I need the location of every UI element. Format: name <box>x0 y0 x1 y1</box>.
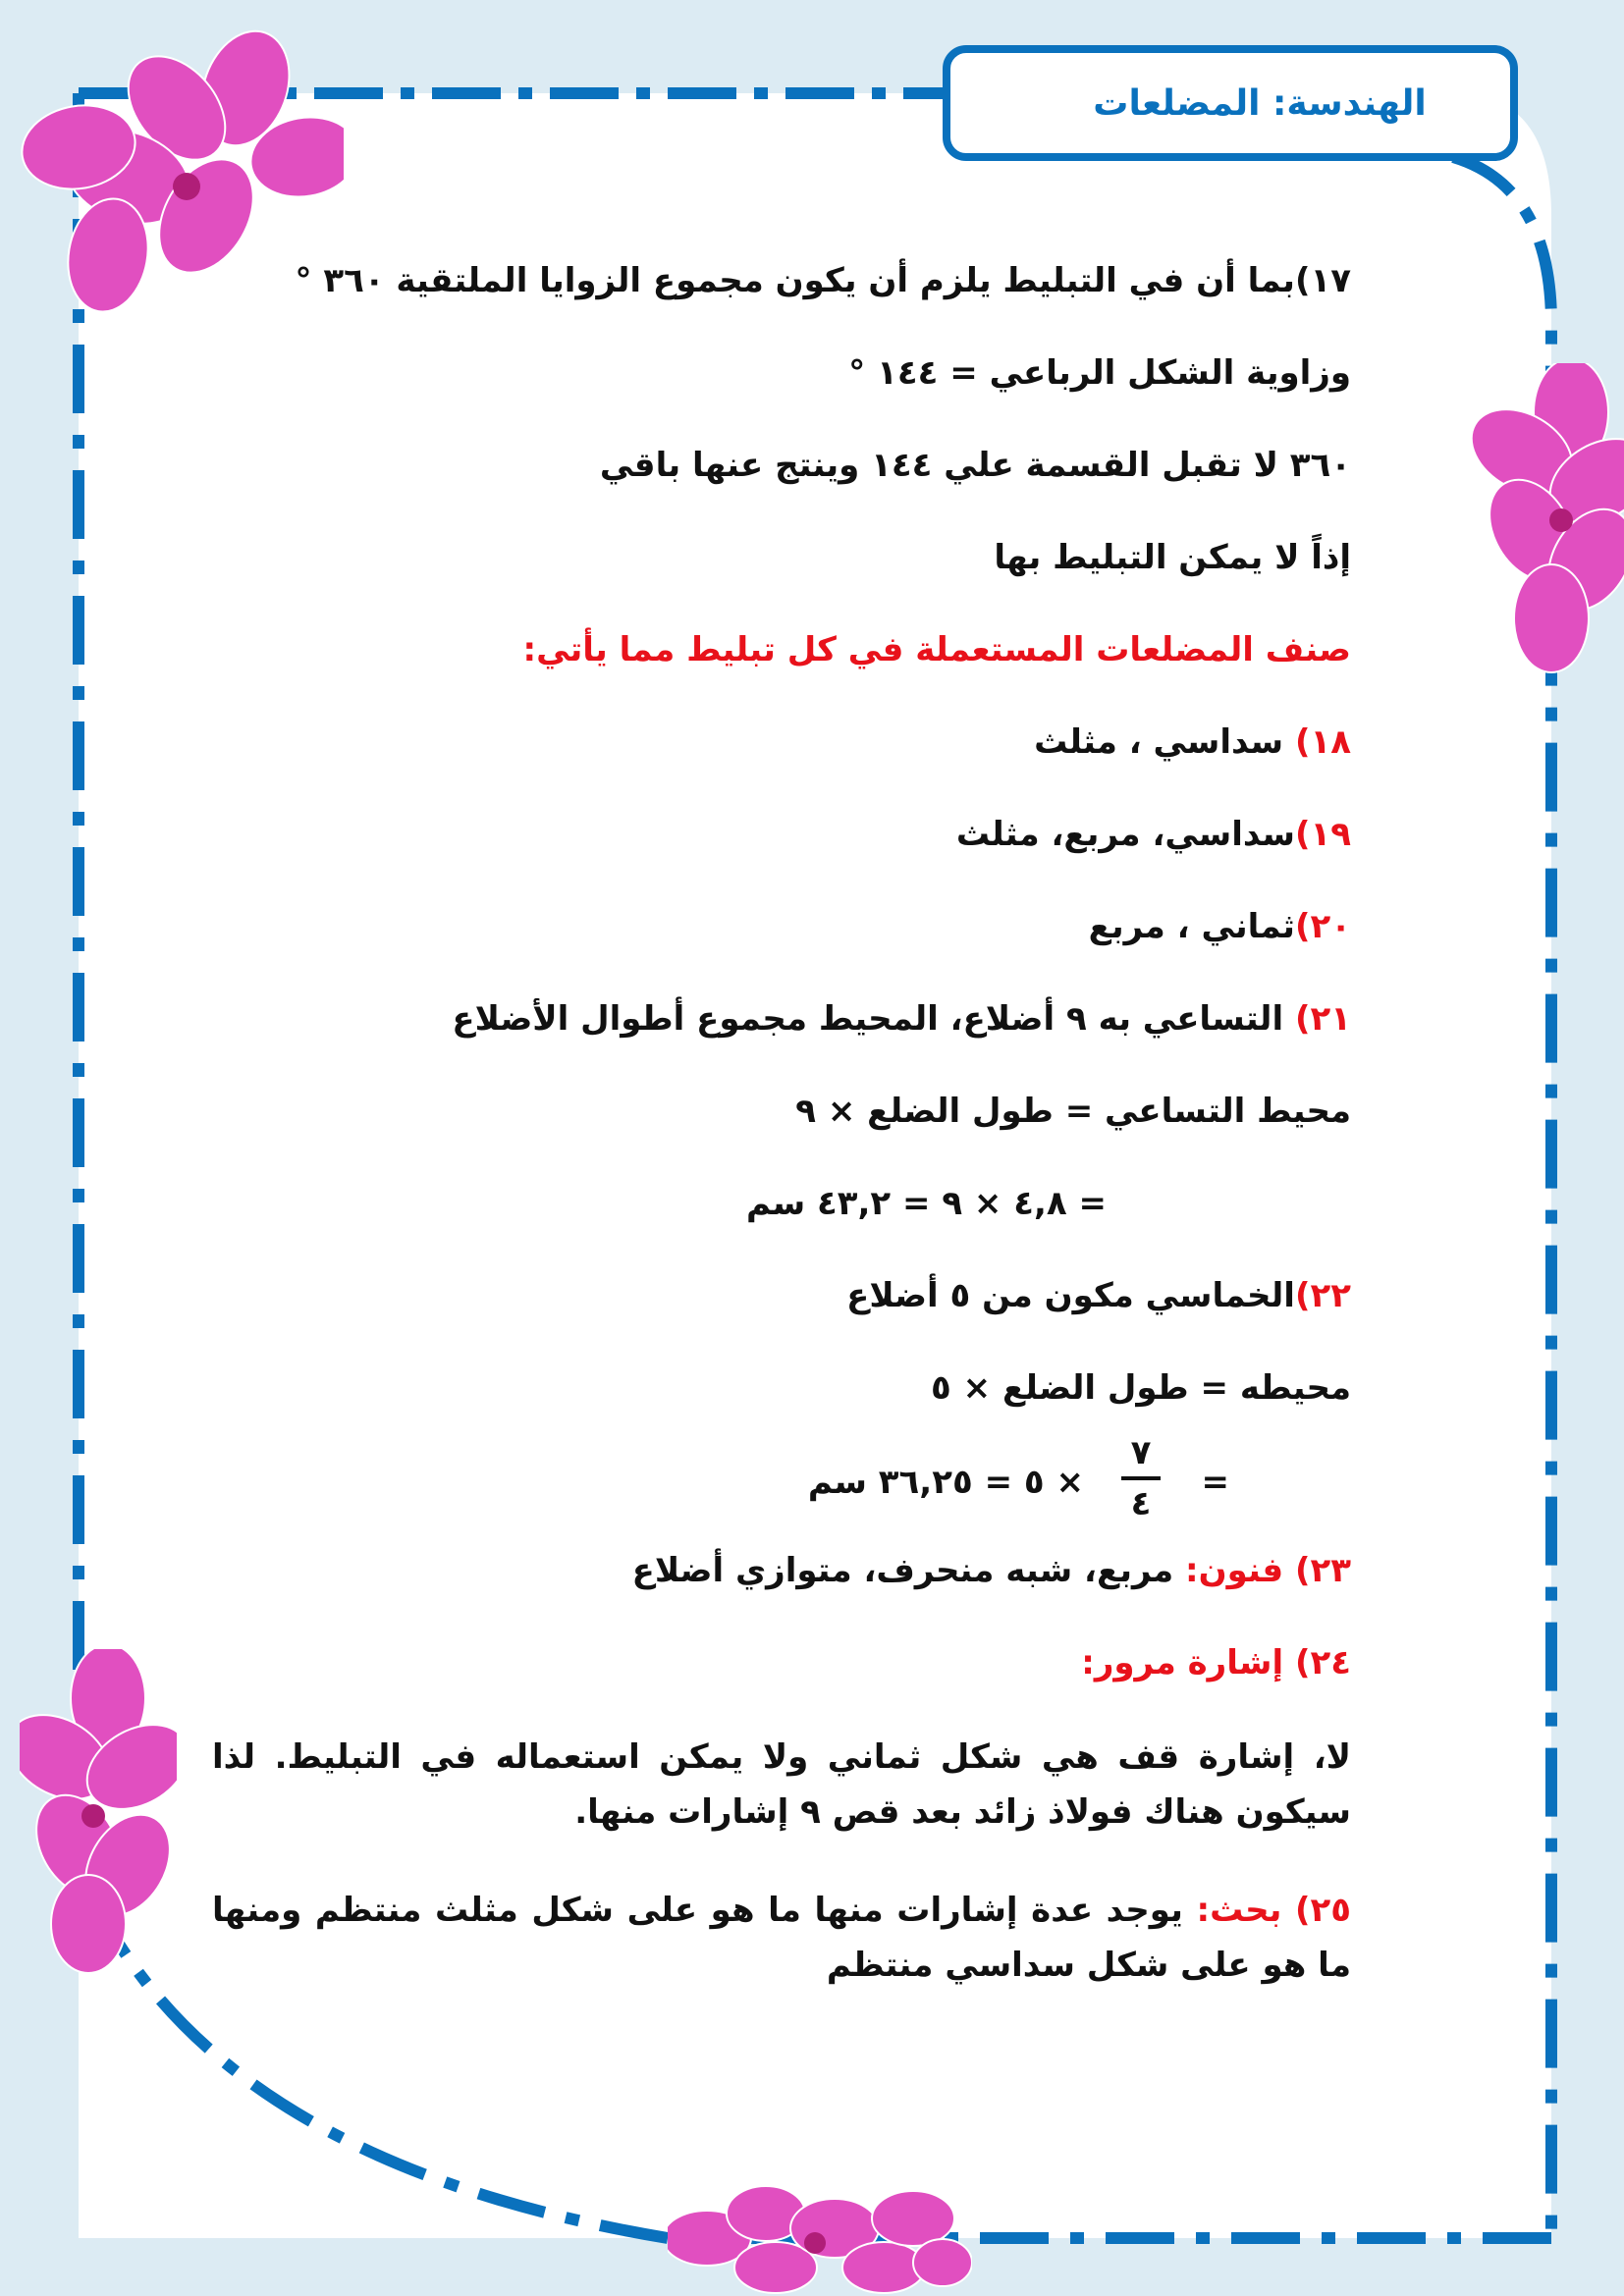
pink-flower-icon <box>1463 363 1624 677</box>
q20-line <box>1089 903 1351 950</box>
title-box <box>943 45 1518 161</box>
q21-line3: = ٤,٨ × ٩ = ٤٣,٢ سم <box>746 1184 1107 1223</box>
pink-flower-icon <box>20 1649 177 1973</box>
q25-label: بحث: <box>1196 1891 1282 1930</box>
q17-line1: ١٧)بما أن في التبليط يلزم أن يكون مجموع الزوايا الملتقية ٣٦٠ ° <box>295 261 1351 300</box>
page-title: الهندسة: المضلعات <box>1093 82 1427 124</box>
fraction <box>1121 1431 1161 1525</box>
q23-label: فنون: <box>1185 1551 1284 1590</box>
q25-paragraph <box>212 1883 1351 1993</box>
q22-equals: = <box>1201 1463 1229 1502</box>
fraction-bar <box>1121 1476 1161 1480</box>
q25-answer: يوجد عدة إشارات منها ما هو على شكل مثلث منتظم ومنها ما هو على شكل سداسي منتظم <box>212 1891 1351 1985</box>
q23-text: مربع، شبه منحرف، متوازي أضلاع <box>631 1551 1186 1590</box>
q22-text: الخماسي مكون من ٥ أضلاع <box>846 1276 1295 1315</box>
q19-text: سداسي، مربع، مثلث <box>955 815 1295 854</box>
q23-number: ٢٣) <box>1294 1551 1351 1590</box>
q24-label: إشارة مرور: <box>1081 1643 1284 1682</box>
q18-text: سداسي ، مثلث <box>1034 722 1295 762</box>
q24-answer: لا، إشارة قف هي شكل ثماني ولا يمكن استعماله في التبليط. لذا سيكون هناك فولاذ زائد بعد قص ٩ إشارات منها. <box>212 1737 1351 1832</box>
instruction-heading: صنف المضلعات المستعملة في كل تبليط مما يأتي: <box>522 630 1351 669</box>
q21-number: ٢١) <box>1294 999 1351 1039</box>
q25-number: ٢٥) <box>1294 1891 1351 1930</box>
q24-line <box>1081 1639 1351 1686</box>
q19-line <box>956 811 1351 858</box>
q22-equation-result: × ٥ = ٣٦,٢٥ سم <box>807 1463 1084 1502</box>
q17-line2: وزاوية الشكل الرباعي = ١٤٤ ° <box>848 353 1351 393</box>
q21-line2: محيط التساعي = طول الضلع × ٩ <box>795 1092 1351 1131</box>
q20-text: ثماني ، مربع <box>1088 907 1295 946</box>
pink-flower-icon <box>668 2179 972 2296</box>
q22-line <box>846 1272 1351 1319</box>
fraction-denominator: ٤ <box>1130 1484 1152 1523</box>
q24-number: ٢٤) <box>1294 1643 1351 1682</box>
q20-number: ٢٠) <box>1294 907 1351 946</box>
q21-text: التساعي به ٩ أضلاع، المحيط مجموع أطوال الأضلاع <box>452 999 1295 1039</box>
q19-number: ١٩) <box>1294 815 1351 854</box>
q22-number: ٢٢) <box>1294 1276 1351 1315</box>
q17-line3: ٣٦٠ لا تقبل القسمة علي ١٤٤ وينتج عنها باقي <box>599 446 1351 485</box>
q18-line <box>1034 719 1351 766</box>
q21-line <box>452 995 1351 1042</box>
q18-number: ١٨) <box>1294 722 1351 762</box>
fraction-numerator: ٧ <box>1130 1433 1152 1472</box>
q23-line <box>632 1547 1351 1594</box>
q17-line4: إذاً لا يمكن التبليط بها <box>994 538 1351 577</box>
q22-line2: محيطه = طول الضلع × ٥ <box>931 1368 1351 1408</box>
